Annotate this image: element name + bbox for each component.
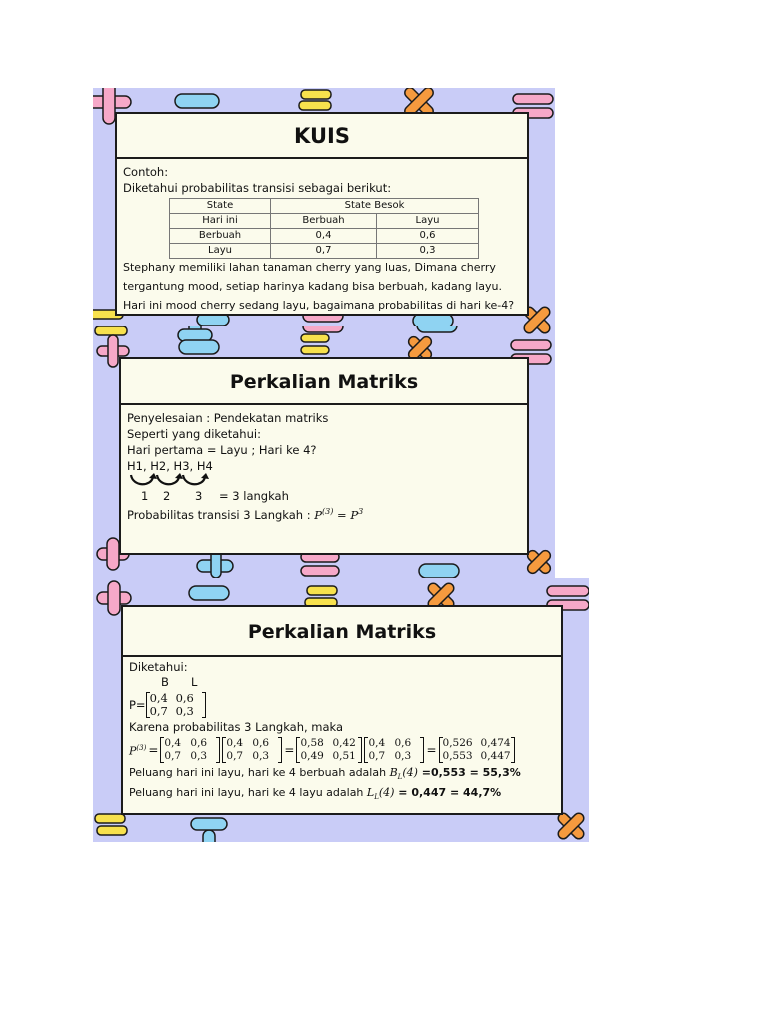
slide-title: Perkalian Matriks <box>123 607 561 657</box>
matrix-p: 0,4 0,6 0,7 0,3 <box>146 692 206 718</box>
intro-text: Diketahui probabilitas transisi sebagai berikut: <box>123 181 392 195</box>
paragraph-line: tergantung mood, setiap harinya kadang bisa berbuah, kadang layu. <box>123 280 502 293</box>
kuis-card <box>115 112 529 316</box>
table-cell: Layu <box>170 244 271 259</box>
result-berbuah: Peluang hari ini layu, hari ke 4 berbuah adalah $B_L(4) =0,553 = 55,3\%$ <box>129 766 521 782</box>
transition-table <box>169 198 479 259</box>
result-layu: Peluang hari ini layu, hari ke 4 layu adalah $L_L(4) = 0,447 = 44,7\%$ <box>129 786 502 802</box>
paragraph-line: Hari ini mood cherry sedang layu, bagaimana probabilitas di hari ke-4? <box>123 299 515 312</box>
slide-perkalian-1 <box>93 326 555 578</box>
table-row <box>170 244 479 259</box>
slide-perkalian-2 <box>93 578 589 842</box>
p-label: P= <box>129 697 146 712</box>
matrix-card <box>121 605 563 815</box>
table-cell: Berbuah <box>170 229 271 244</box>
table-cell: 0,4 <box>271 229 377 244</box>
text-line: Diketahui: <box>129 660 188 674</box>
column-label: B <box>161 675 169 689</box>
matrix-m1: 0,4 0,6 0,7 0,3 <box>160 737 220 763</box>
table-cell: Hari ini <box>170 214 271 229</box>
text-line: Probabilitas transisi 3 Langkah : <box>127 507 315 522</box>
text-line: Karena probabilitas 3 Langkah, maka <box>129 720 344 734</box>
table-row <box>170 229 479 244</box>
matrix-m2: 0,4 0,6 0,7 0,3 <box>222 737 282 763</box>
table-header: State Besok <box>271 199 479 214</box>
matrix-m4: 0,4 0,6 0,7 0,3 <box>364 737 424 763</box>
intro-text: Contoh: <box>123 165 169 179</box>
table-cell: 0,3 <box>377 244 479 259</box>
slide-kuis <box>93 88 555 326</box>
text-line: Hari pertama = Layu ; Hari ke 4? <box>127 443 317 457</box>
column-label: L <box>191 675 198 689</box>
slide-title: KUIS <box>117 114 527 159</box>
formula: $P^{(3)} = P^3$ <box>314 507 364 522</box>
days-label: H1, H2, H3, H4 <box>127 459 213 473</box>
table-cell: 0,6 <box>377 229 479 244</box>
step-number: 3 <box>195 489 203 503</box>
table-cell: 0,7 <box>271 244 377 259</box>
text-line: Seperti yang diketahui: <box>127 427 261 441</box>
slide-title: Perkalian Matriks <box>121 359 527 405</box>
matrix-result: 0,526 0,474 0,553 0,447 <box>439 737 515 763</box>
text-line: Penyelesaian : Pendekatan matriks <box>127 411 329 425</box>
steps-result: = 3 langkah <box>219 489 289 503</box>
solution-card <box>119 357 529 555</box>
step-arrows <box>127 474 523 488</box>
table-cell: Layu <box>377 214 479 229</box>
curved-arrows-icon <box>129 473 219 487</box>
step-number: 1 <box>141 489 149 503</box>
step-number: 2 <box>163 489 171 503</box>
matrix-equation: $P^{(3)}$ = 0,4 0,6 0,7 0,3 0,4 0,6 0,7 0,3 = 0,58 0,42 0,49 0,51 0,4 0,6 0,7 0,3 = 0,526 0,474 0,553 0,447 <box>129 735 557 765</box>
table-cell: Berbuah <box>271 214 377 229</box>
table-header: State <box>170 199 271 214</box>
matrix-m3: 0,58 0,42 0,49 0,51 <box>296 737 362 763</box>
paragraph-line: Stephany memiliki lahan tanaman cherry yang luas, Dimana cherry <box>123 261 496 274</box>
